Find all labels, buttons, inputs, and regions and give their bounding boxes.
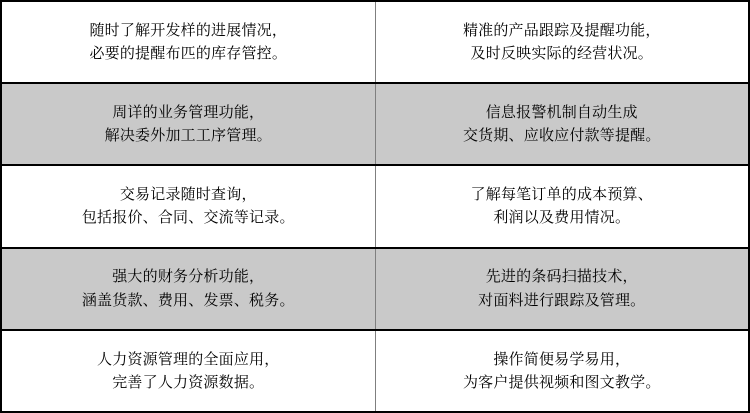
feature-text-line: 信息报警机制自动生成 [485, 103, 638, 122]
feature-text-line: 强大的财务分析功能， [112, 267, 265, 286]
feature-cell [375, 248, 749, 330]
feature-text-line: 随时了解开发样的进展情况， [89, 20, 288, 39]
feature-text-line: 了解每笔订单的成本预算、 [470, 185, 653, 204]
feature-cell [375, 330, 749, 412]
table-row [1, 83, 749, 165]
table-row [1, 248, 749, 330]
feature-text-line: 必要的提醒布匹的库存管控。 [89, 44, 288, 63]
feature-table-body [1, 1, 749, 412]
feature-cell [1, 165, 375, 247]
feature-text-line: 完善了人力资源数据。 [112, 372, 265, 391]
feature-text-line: 操作简便易学易用， [493, 349, 631, 368]
feature-text-line: 精准的产品跟踪及提醒功能， [462, 20, 661, 39]
feature-text-line: 利润以及费用情况。 [493, 208, 631, 227]
feature-text-line: 人力资源管理的全面应用， [97, 349, 280, 368]
feature-text-line: 先进的条码扫描技术， [485, 267, 638, 286]
feature-cell [375, 83, 749, 165]
feature-cell [1, 83, 375, 165]
feature-cell [1, 248, 375, 330]
feature-text-line: 及时反映实际的经营状况。 [470, 44, 653, 63]
feature-cell [1, 1, 375, 83]
table-row [1, 1, 749, 83]
table-row [1, 165, 749, 247]
feature-cell [1, 330, 375, 412]
feature-text-line: 周详的业务管理功能， [112, 103, 265, 122]
feature-cell [375, 165, 749, 247]
feature-text-line: 涵盖货款、费用、发票、税务。 [81, 290, 295, 309]
feature-text-line: 对面料进行跟踪及管理。 [478, 290, 646, 309]
feature-cell [375, 1, 749, 83]
feature-text-line: 解决委外加工工序管理。 [104, 126, 272, 145]
feature-text-line: 交易记录随时查询， [119, 185, 257, 204]
table-row [1, 330, 749, 412]
feature-text-line: 为客户提供视频和图文教学。 [462, 372, 661, 391]
feature-text-line: 包括报价、合同、交流等记录。 [81, 208, 295, 227]
feature-text-line: 交货期、应收应付款等提醒。 [462, 126, 661, 145]
